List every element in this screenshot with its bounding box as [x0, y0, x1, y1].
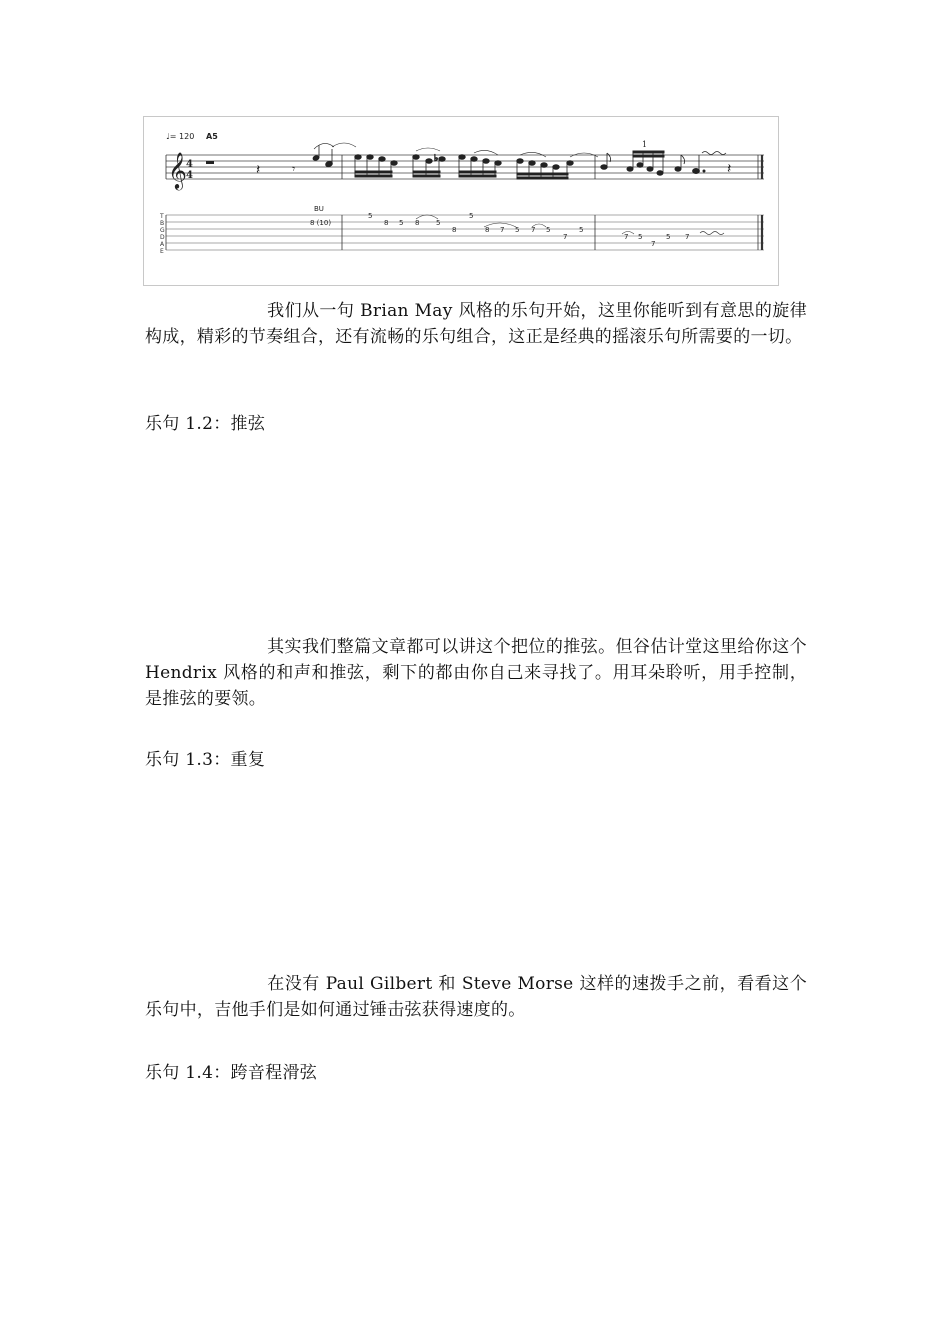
paragraph-3-text: 在没有 Paul Gilbert 和 Steve Morse 这样的速拨手之前，看看这个乐句中，吉他手们是如何通过锤击弦获得速度的。: [145, 974, 807, 1020]
tab-number: 5: [546, 226, 551, 234]
chord-name: A5: [206, 132, 218, 141]
svg-text:♭: ♭: [434, 154, 439, 164]
section-heading-1-3: 乐句 1.3：重复: [145, 750, 266, 770]
tab-slurs: [416, 215, 724, 235]
half-rest-icon: [206, 161, 214, 164]
svg-text:1: 1: [642, 140, 648, 149]
tab-number: 5: [638, 233, 643, 241]
guitar-tab-figure: [143, 116, 779, 286]
quarter-rest-icon: 𝄽: [256, 162, 261, 178]
tab-number: 7: [624, 233, 629, 241]
svg-text:T: T: [160, 213, 164, 220]
tab-barlines: [166, 215, 762, 250]
svg-text:D: D: [160, 234, 165, 241]
tab-number: 5: [436, 219, 441, 227]
tab-number: 5: [469, 212, 474, 220]
treble-clef-icon: 𝄞: [168, 151, 187, 189]
tab-number: 5: [579, 226, 584, 234]
tab-number: 7: [563, 233, 568, 241]
tab-number: 5: [399, 219, 404, 227]
tab-number: 8: [384, 219, 389, 227]
svg-text:𝄽: 𝄽: [727, 161, 732, 177]
tab-number: 7: [651, 240, 656, 248]
tempo-marking: ♩= 120: [166, 132, 195, 141]
time-signature-bottom: 4: [186, 170, 193, 181]
paragraph-2-text: 其实我们整篇文章都可以讲这个把位的推弦。但谷估计堂这里给你这个 Hendrix 风格的和声和推弦，剩下的都由你自己来寻找了。用耳朵聆听，用手控制，是推弦的要领。: [145, 637, 807, 709]
eighth-rest-icon: 𝄾: [292, 162, 296, 176]
tab-number: 5: [515, 226, 520, 234]
time-signature-top: 4: [186, 159, 193, 170]
tab-number: 8: [485, 226, 490, 234]
tab-number: 8: [452, 226, 457, 234]
tab-string-labels: [159, 213, 165, 255]
paragraph-3: [145, 971, 807, 1023]
tab-number: 7: [531, 226, 536, 234]
tab-staff-lines: [166, 215, 764, 250]
paragraph-1-text: 我们从一句 Brian May 风格的乐句开始，这里你能听到有意思的旋律构成，精彩的节奏组合，还有流畅的乐句组合，这正是经典的摇滚乐句所需要的一切。: [145, 301, 807, 347]
svg-text:A: A: [160, 241, 165, 248]
tab-number: 8: [415, 219, 420, 227]
music-notation-svg: [144, 117, 780, 287]
bend-fret-value: 8 (10): [310, 219, 332, 227]
tab-number: 5: [368, 212, 373, 220]
tab-number: 5: [666, 233, 671, 241]
tab-number: 7: [685, 233, 690, 241]
svg-text:B: B: [160, 220, 165, 227]
svg-text:G: G: [160, 227, 165, 234]
paragraph-2: [145, 634, 807, 712]
tab-fret-numbers: [368, 212, 689, 248]
paragraph-1: [145, 298, 807, 350]
section-heading-1-4: 乐句 1.4：跨音程滑弦: [145, 1063, 318, 1083]
svg-text:E: E: [160, 248, 164, 255]
section-heading-1-2: 乐句 1.2：推弦: [145, 414, 266, 434]
tab-number: 7: [500, 226, 505, 234]
bend-label: BU: [314, 205, 324, 213]
bend-note: [312, 143, 334, 167]
measure-3-notes: [601, 140, 731, 177]
